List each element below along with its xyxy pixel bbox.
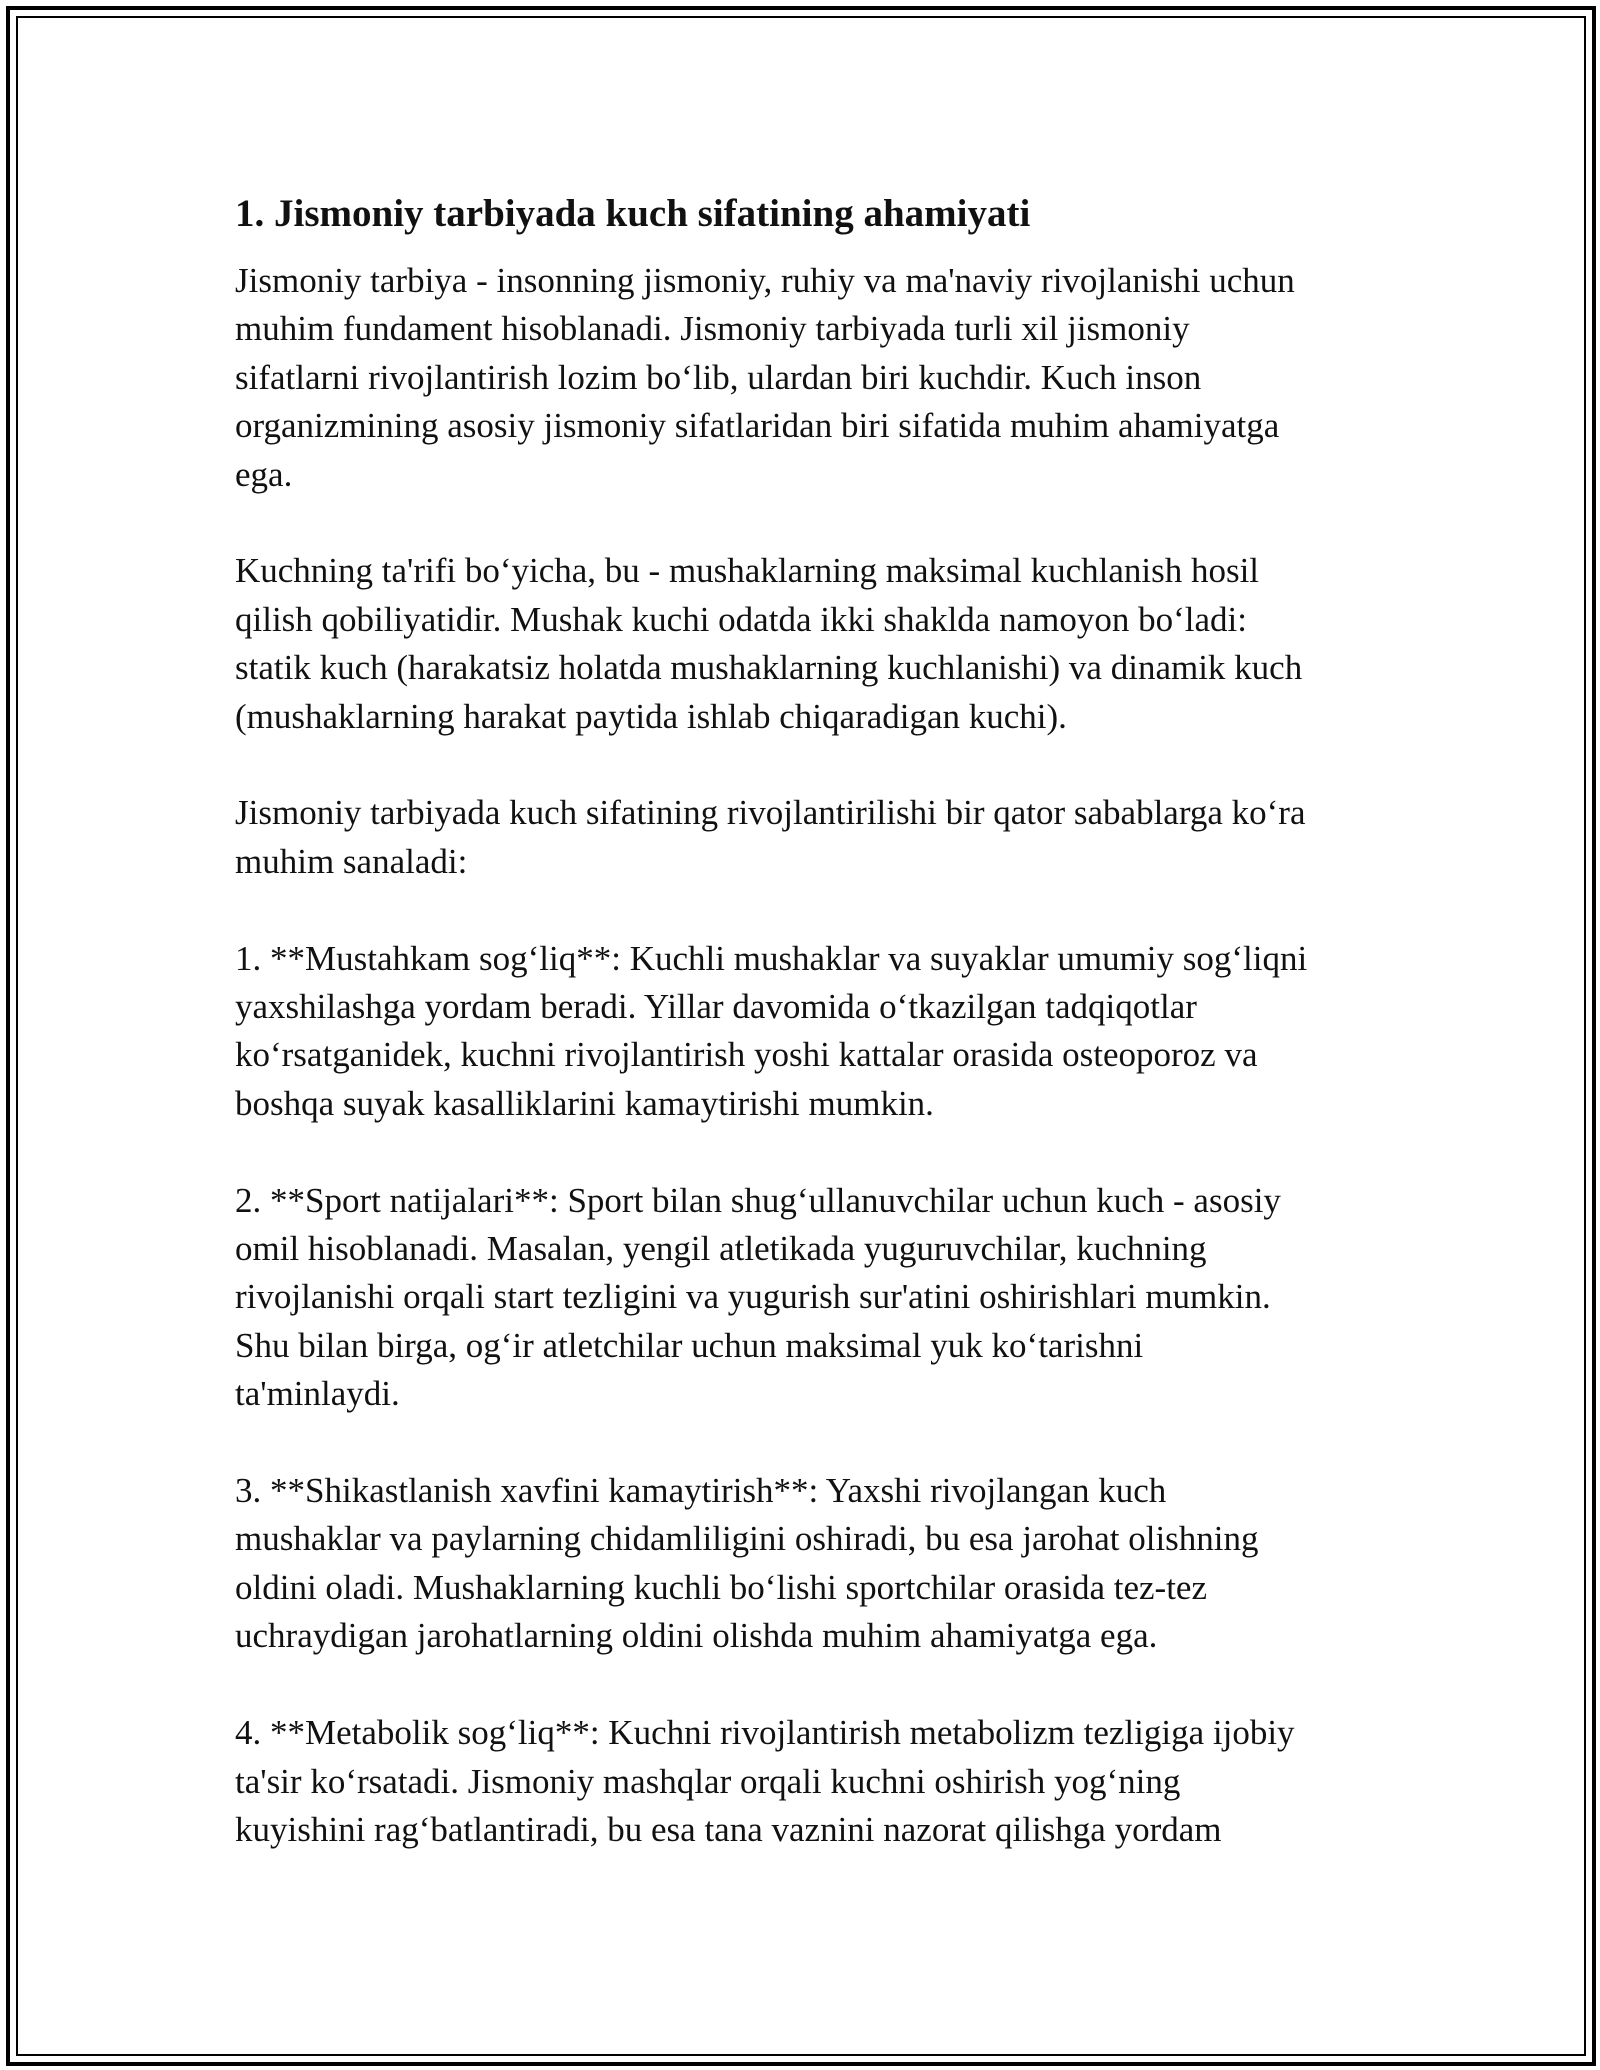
paragraph-line: organizmining asosiy jismoniy sifatlaridan biri sifatida muhim ahamiyatga [235,406,1280,446]
paragraph-line: sifatlarni rivojlantirish lozim bo‘lib, ulardan biri kuchdir. Kuch inson [235,357,1202,397]
paragraph [235,257,1370,499]
paragraph [235,547,1370,741]
paragraph-line: ta'sir ko‘rsatadi. Jismoniy mashqlar orqali kuchni oshirish yog‘ning [235,1761,1181,1801]
paragraph-line: 3. **Shikastlanish xavfini kamaytirish**: Yaxshi rivojlangan kuch [235,1471,1167,1511]
paragraph-line: muhim sanaladi: [235,841,468,881]
paragraph-line: (mushaklarning harakat paytida ishlab chiqaradigan kuchi). [235,696,1067,736]
section-title: 1. Jismoniy tarbiyada kuch sifatining ahamiyati [235,192,1031,235]
paragraph-line: omil hisoblanadi. Masalan, yengil atletikada yuguruvchilar, kuchning [235,1229,1207,1269]
paragraph-line: qilish qobiliyatidir. Mushak kuchi odatda ikki shaklda namoyon bo‘ladi: [235,599,1247,639]
paragraph [235,935,1370,1129]
paragraph [235,1467,1370,1661]
paragraph-line: ega. [235,454,293,494]
paragraph [235,1177,1370,1419]
paragraph-line: 2. **Sport natijalari**: Sport bilan shug‘ullanuvchilar uchun kuch - asosiy [235,1180,1281,1220]
paragraph-line: uchraydigan jarohatlarning oldini olishda muhim ahamiyatga ega. [235,1616,1158,1656]
paragraph [235,1709,1370,1854]
paragraph-line: Kuchning ta'rifi bo‘yicha, bu - mushaklarning maksimal kuchlanish hosil [235,551,1260,591]
paragraph-line: rivojlanishi orqali start tezligini va yugurish sur'atini oshirishlari mumkin. [235,1277,1271,1317]
paragraph-line: kuyishini rag‘batlantiradi, bu esa tana vaznini nazorat qilishga yordam [235,1809,1222,1849]
paragraph-line: ta'minlaydi. [235,1374,400,1414]
paragraph-line: Shu bilan birga, og‘ir atletchilar uchun maksimal yuk ko‘tarishni [235,1325,1144,1365]
paragraph-line: muhim fundament hisoblanadi. Jismoniy tarbiyada turli xil jismoniy [235,309,1190,349]
paragraph-line: boshqa suyak kasalliklarini kamaytirishi mumkin. [235,1083,934,1123]
paragraph-line: Jismoniy tarbiya - insonning jismoniy, ruhiy va ma'naviy rivojlanishi uchun [235,261,1295,300]
paragraph-line: 4. **Metabolik sog‘liq**: Kuchni rivojlantirish metabolizm tezligiga ijobiy [235,1713,1295,1753]
paragraph-list [235,257,1370,1854]
document-body [235,185,1370,1903]
paragraph-line: mushaklar va paylarning chidamliligini oshiradi, bu esa jarohat olishning [235,1519,1259,1559]
paragraph-line: oldini oladi. Mushaklarning kuchli bo‘lishi sportchilar orasida tez-tez [235,1567,1207,1607]
paragraph-line: 1. **Mustahkam sog‘liq**: Kuchli mushaklar va suyaklar umumiy sog‘liqni [235,938,1308,978]
paragraph-line: statik kuch (harakatsiz holatda mushaklarning kuchlanishi) va dinamik kuch [235,648,1303,688]
paragraph-line: yaxshilashga yordam beradi. Yillar davomida o‘tkazilgan tadqiqotlar [235,987,1197,1027]
paragraph [235,789,1370,886]
paragraph-line: Jismoniy tarbiyada kuch sifatining rivojlantirilishi bir qator sabablarga ko‘ra [235,793,1306,833]
paragraph-line: ko‘rsatganidek, kuchni rivojlantirish yoshi kattalar orasida osteoporoz va [235,1035,1258,1075]
